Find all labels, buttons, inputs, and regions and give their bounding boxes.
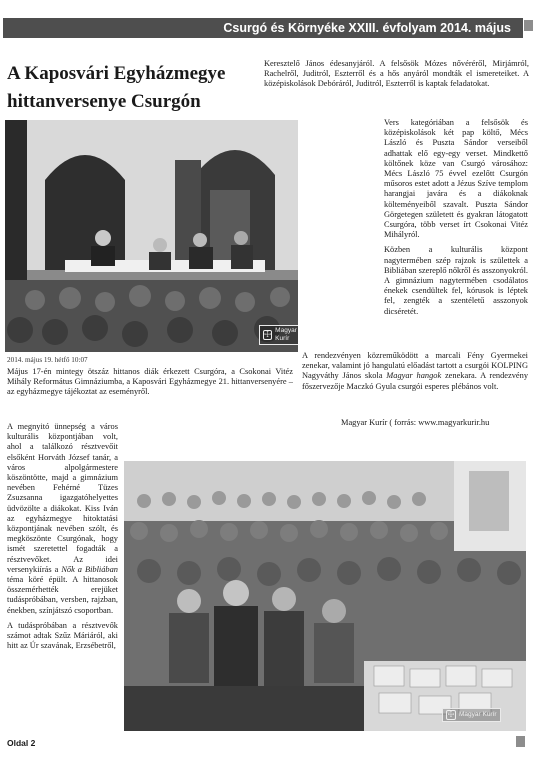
- paragraph: [7, 422, 118, 616]
- paragraph: A tudáspróbában a résztvevők számot adtak Szűz Máriáról, aki hitt az Úr szavának, Erzsébetről,: [7, 620, 118, 651]
- photo-watermark-logo: [442, 708, 501, 722]
- photo-watermark-logo: [259, 325, 298, 345]
- watermark-text: Magyar Kurír: [275, 327, 297, 342]
- right-column-bottom: [302, 351, 528, 397]
- corner-marker: [516, 736, 525, 747]
- cross-logo-icon: ☩: [264, 330, 272, 339]
- article-title-line: A Kaposvári Egyházmegye: [7, 63, 226, 84]
- paragraph: Vers kategóriában a felsősök és középiskolások két pap költő, Mécs László és Puszta Sándor verseiből adhattak elő egy-egy verset. Mindkettő költőnek köze van Csurgó városához: Mécs László 75 évvel ezelőtt Csurgón műsoros estet adott a Jézus Szíve templom harangjai javára és a diákoknak költeményeiből szavalt. Puszta Sándor Görgetegen született és gyakran látogatott Csurgóra, több verset írt Csokonai Vitéz Mihályról.: [384, 118, 528, 240]
- article-title: [7, 60, 257, 116]
- intro-paragraph: [7, 367, 293, 403]
- dateline: 2014. május 19. hétfő 10:07: [7, 356, 88, 364]
- stage-photo-image: [5, 120, 298, 352]
- band-name: Magyar hangok: [386, 371, 442, 381]
- corner-marker: [524, 20, 533, 31]
- page-number: Oldal 2: [7, 738, 36, 748]
- stage-photo: [5, 120, 298, 352]
- paragraph-part: téma köré épült. A hittanosok összemérhették erejüket tudáspróbában, versben, rajzban, énekben, színjátszó csoportban.: [7, 575, 118, 615]
- source-credit: Magyar Kurír ( forrás: www.magyarkurir.hu: [341, 418, 490, 427]
- paragraph-part: A megnyitó ünnepség a város kulturális központjában volt, ahol a találkozó résztvevőit elsőként Horváth József tanár, a város alpolgármestere köszöntötte, majd a gimnázium nevében Fehérné Tüzes Zsuzsanna igazgatóhelyettes üdvözölte a diákokat. Kiss Iván az egyházmegye hitoktatási központjának nevében szólt, és megköszönte Csurgónak, hogy ismét szeretettel fogadták a résztvevőket. Az idei versenykiírás a: [7, 422, 118, 574]
- paragraph: Közben a kulturális központ nagytermében szép rajzok is születtek a Bibliában szereplő nőkről és asszonyokról. A gimnázium nagytermében csodálatos énekek csendültek fel, kórusok is léptek fel, zengték a szentéletű asszonyok dicséretét.: [384, 245, 528, 316]
- issue-header-bar: [3, 18, 523, 38]
- theme-title: Nők a Bibliában: [61, 564, 118, 574]
- article-title-line: hittanversenye Csurgón: [7, 91, 201, 112]
- paragraph-part: zenekara. A rendezvény főszervezője Maczkó Gyula csurgói esperes plébános volt.: [302, 371, 529, 391]
- right-column-middle: [384, 118, 528, 322]
- paragraph-part: A rendezvényen közreműködött a marcali Fény Gyermekei zenekar, valamint jó hangulatú előadást tartott a csurgói KOLPING Nagyváthy János skola: [302, 351, 528, 381]
- right-column-top: [264, 59, 529, 95]
- audience-photo: [124, 461, 526, 731]
- cross-logo-icon: ☩: [447, 710, 455, 719]
- audience-photo-image: [124, 461, 526, 731]
- paragraph: [302, 351, 528, 392]
- paragraph: Május 17-én mintegy ötszáz hittanos diák érkezett Csurgóra, a Csokonai Vitéz Mihály Református Gimnáziumba, a Kaposvári Egyházmegye 21. hittanversenyére – az egyházmegye tájékoztat az eseményről.: [7, 367, 293, 397]
- watermark-text: Magyar Kurír: [459, 711, 497, 718]
- paragraph: Keresztelő János édesanyjáról. A felsősök Mózes nővéréről, Mirjámról, Rachelről, Juditról, Eszterről és a hős anyáról mondták el ismereteiket. A középiskolások Debóráról, Juditról, Eszterről is kaptak feladatokat.: [264, 59, 529, 89]
- left-column: [7, 422, 118, 656]
- issue-header-title: Csurgó és Környéke XXIII. évfolyam 2014. május: [223, 21, 511, 35]
